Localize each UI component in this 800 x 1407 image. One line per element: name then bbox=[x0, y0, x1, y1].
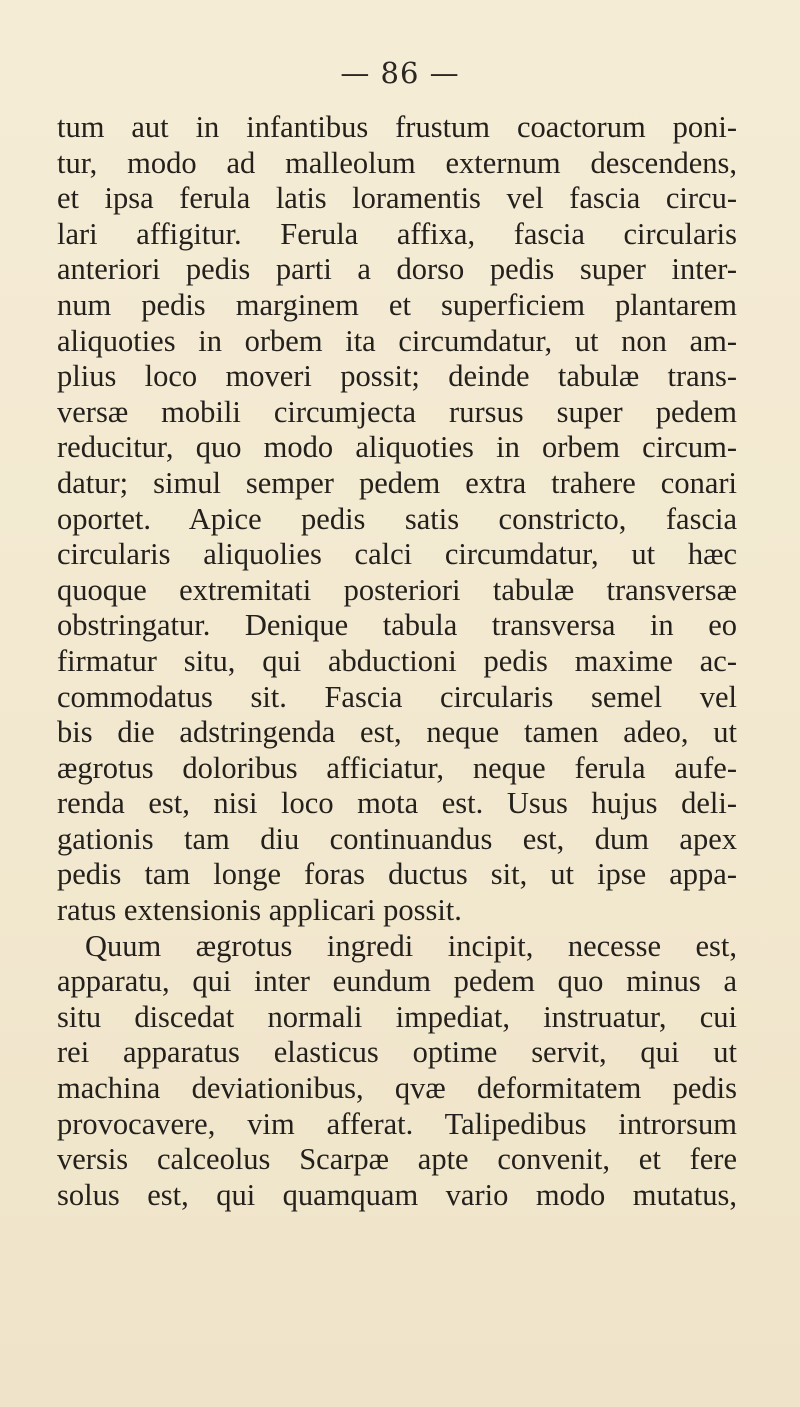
text-line: ægrotus doloribus afficiatur, neque ferula aufe- bbox=[57, 750, 737, 785]
text-line: tum aut in infantibus frustum coactorum poni- bbox=[57, 110, 737, 144]
text-line: solus est, qui quamquam vario modo mutatus, bbox=[57, 1177, 737, 1212]
text-line: aliquoties in orbem ita circumdatur, ut non am- bbox=[57, 323, 737, 358]
text-line: reducitur, quo modo aliquoties in orbem circum- bbox=[57, 430, 737, 465]
text-line: versæ mobili circumjecta rursus super pedem bbox=[57, 394, 737, 429]
text-line: quoque extremitati posteriori tabulæ transversæ bbox=[57, 572, 737, 607]
body-text bbox=[57, 110, 737, 1213]
text-line: anteriori pedis parti a dorso pedis super inter- bbox=[57, 252, 737, 287]
text-line: machina deviationibus, qvæ deformitatem pedis bbox=[57, 1071, 737, 1106]
text-line: tur, modo ad malleolum externum descendens, bbox=[57, 145, 737, 180]
text-line: rei apparatus elasticus optime servit, qui ut bbox=[57, 1035, 737, 1070]
text-line: apparatu, qui inter eundum pedem quo minus a bbox=[57, 964, 737, 999]
text-line: num pedis marginem et superficiem plantarem bbox=[57, 287, 737, 322]
text-line: ratus extensionis applicari possit. bbox=[57, 893, 462, 928]
text-line: provocavere, vim afferat. Talipedibus introrsum bbox=[57, 1106, 737, 1141]
text-line: versis calceolus Scarpæ apte convenit, et fere bbox=[57, 1142, 737, 1177]
text-line: pedis tam longe foras ductus sit, ut ipse appa- bbox=[57, 857, 737, 892]
text-line: circularis aliquolies calci circumdatur, ut hæc bbox=[57, 537, 737, 572]
text-line: renda est, nisi loco mota est. Usus hujus deli- bbox=[57, 786, 737, 821]
text-line: lari affigitur. Ferula affixa, fascia circularis bbox=[57, 216, 737, 251]
text-line: firmatur situ, qui abductioni pedis maxime ac- bbox=[57, 643, 737, 678]
page-number: — 86 — bbox=[340, 56, 460, 90]
text-line: situ discedat normali impediat, instruatur, cui bbox=[57, 999, 737, 1034]
text-line: oportet. Apice pedis satis constricto, fascia bbox=[57, 501, 737, 536]
text-line: commodatus sit. Fascia circularis semel vel bbox=[57, 679, 737, 714]
text-line: et ipsa ferula latis loramentis vel fascia circu- bbox=[57, 181, 737, 216]
text-line: plius loco moveri possit; deinde tabulæ trans- bbox=[57, 359, 737, 394]
text-line: bis die adstringenda est, neque tamen adeo, ut bbox=[57, 715, 737, 750]
text-line: Quum ægrotus ingredi incipit, necesse est, bbox=[85, 928, 737, 963]
text-line: gationis tam diu continuandus est, dum apex bbox=[57, 821, 737, 856]
text-line: obstringatur. Denique tabula transversa in eo bbox=[57, 608, 737, 643]
text-line: datur; simul semper pedem extra trahere conari bbox=[57, 465, 737, 500]
